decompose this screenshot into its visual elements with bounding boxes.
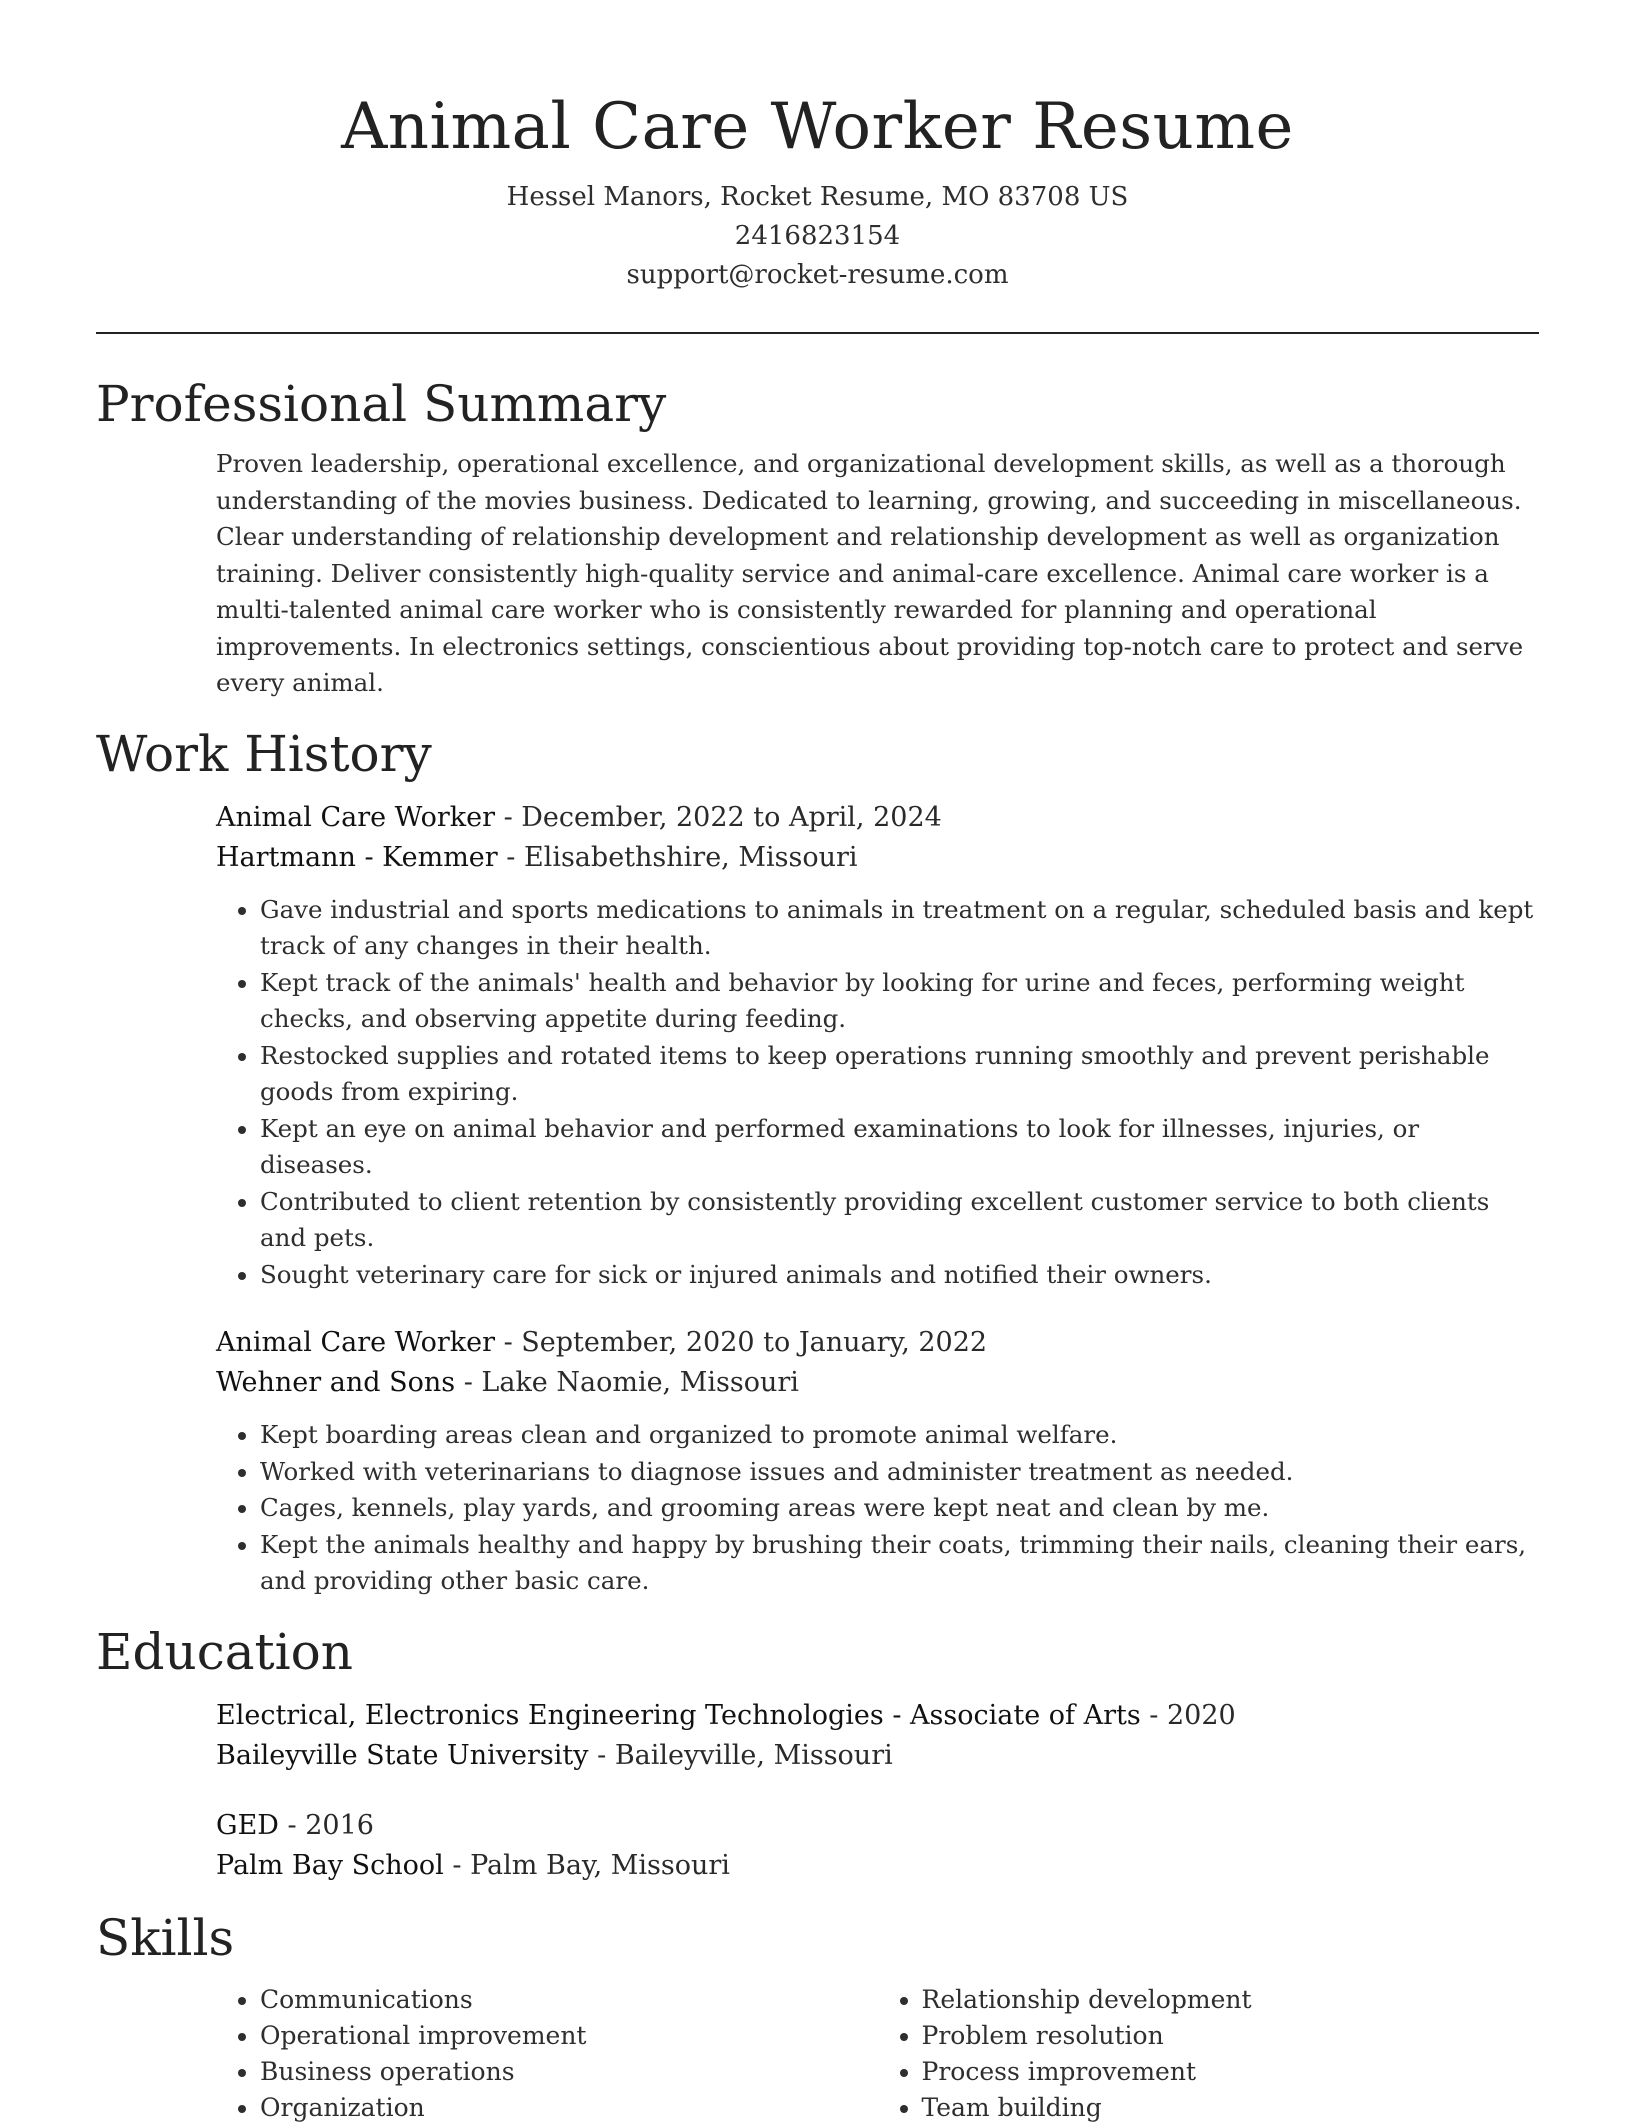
summary-text: Proven leadership, operational excellence, and organizational development skills, as well as a thorough understanding of the movies business. Dedicated to learning, growing, and succeeding in miscellaneous. Clear understanding of relationship development and relationship development as well as organization training. Deliver consistently high-quality service and animal-care excellence. Animal care worker is a multi-talented animal care worker who is consistently rewarded for planning and operational improvements. In electronics settings, conscientious about providing top-notch care to protect and serve every animal. xyxy=(216,449,1524,697)
header-divider xyxy=(96,332,1539,334)
list-item: • Sought veterinary care for sick or injured animals and notified their owners. xyxy=(260,1257,1539,1294)
resume-page xyxy=(96,0,1539,2126)
school-line xyxy=(216,1736,1539,1776)
list-item: • Cages, kennels, play yards, and grooming areas were kept neat and clean by me. xyxy=(260,1490,1539,1527)
list-item: • Problem resolution xyxy=(922,2018,1540,2054)
degree-year: - 2016 xyxy=(278,1809,374,1841)
resume-title: Animal Care Worker Resume xyxy=(341,90,1294,164)
degree-line xyxy=(216,1806,1539,1846)
job-company: Hartmann - Kemmer xyxy=(216,841,498,873)
school-name: Palm Bay School xyxy=(216,1849,444,1881)
list-item: • Restocked supplies and rotated items to keep operations running smoothly and prevent perishable goods from expiring. xyxy=(260,1038,1539,1111)
job-location: - Elisabethshire, Missouri xyxy=(497,841,858,873)
education-entry xyxy=(216,1806,1539,1886)
education-heading: Education xyxy=(96,1622,353,1681)
list-item: • Kept boarding areas clean and organized to promote animal welfare. xyxy=(260,1417,1539,1454)
job-entry xyxy=(216,798,1539,1294)
job-entry xyxy=(216,1323,1539,1600)
job-title-line xyxy=(216,798,1539,838)
list-item: • Worked with veterinarians to diagnose issues and administer treatment as needed. xyxy=(260,1454,1539,1491)
contact-email: support@rocket-resume.com xyxy=(626,260,1009,290)
list-item: • Contributed to client retention by consistently providing excellent customer service to both clients and pets. xyxy=(260,1184,1539,1257)
skills-grid xyxy=(216,1974,1539,2126)
job-company-line xyxy=(216,838,1539,878)
school-name: Baileyville State University xyxy=(216,1739,589,1771)
degree-line xyxy=(216,1696,1539,1736)
degree: GED xyxy=(216,1809,279,1841)
list-item: • Gave industrial and sports medications to animals in treatment on a regular, scheduled basis and kept track of any changes in their health. xyxy=(260,892,1539,965)
list-item: • Relationship development xyxy=(922,1982,1540,2018)
list-item: • Kept the animals healthy and happy by brushing their coats, trimming their nails, cleaning their ears, and providing other basic care. xyxy=(260,1527,1539,1600)
degree: Electrical, Electronics Engineering Technologies - Associate of Arts xyxy=(216,1699,1141,1731)
job-location: - Lake Naomie, Missouri xyxy=(455,1367,799,1398)
school-location: - Palm Bay, Missouri xyxy=(443,1849,730,1881)
education-entry xyxy=(216,1696,1539,1776)
job-dates: - September, 2020 to January, 2022 xyxy=(495,1327,988,1358)
list-item: • Kept an eye on animal behavior and performed examinations to look for illnesses, injuries, or diseases. xyxy=(260,1111,1539,1184)
list-item: • Kept track of the animals' health and behavior by looking for urine and feces, performing weight checks, and observing appetite during feeding. xyxy=(260,965,1539,1038)
skills-heading: Skills xyxy=(96,1908,235,1967)
list-item: • Operational improvement xyxy=(260,2018,878,2054)
school-location: - Baileyville, Missouri xyxy=(588,1739,893,1771)
job-dates: - December, 2022 to April, 2024 xyxy=(495,801,942,833)
list-item: • Business operations xyxy=(260,2054,878,2090)
job-title: Animal Care Worker xyxy=(216,801,495,833)
contact-address: Hessel Manors, Rocket Resume, MO 83708 US xyxy=(506,182,1129,212)
school-line xyxy=(216,1846,1539,1886)
contact-phone: 2416823154 xyxy=(734,221,901,251)
job-title: Animal Care Worker xyxy=(216,1327,495,1358)
job-title-line xyxy=(216,1323,1539,1363)
work-heading: Work History xyxy=(96,724,432,783)
job-bullets xyxy=(216,892,1539,1294)
job-company: Wehner and Sons xyxy=(216,1367,456,1398)
list-item: • Organization xyxy=(260,2090,878,2126)
summary-heading: Professional Summary xyxy=(96,375,667,433)
skills-column-right xyxy=(878,1982,1540,2126)
degree-year: - 2020 xyxy=(1140,1699,1236,1731)
list-item: • Communications xyxy=(260,1982,878,2018)
list-item: • Process improvement xyxy=(922,2054,1540,2090)
contact-block xyxy=(96,178,1539,295)
skills-column-left xyxy=(216,1982,878,2126)
list-item: • Team building xyxy=(922,2090,1540,2126)
job-company-line xyxy=(216,1363,1539,1403)
job-bullets xyxy=(216,1417,1539,1600)
